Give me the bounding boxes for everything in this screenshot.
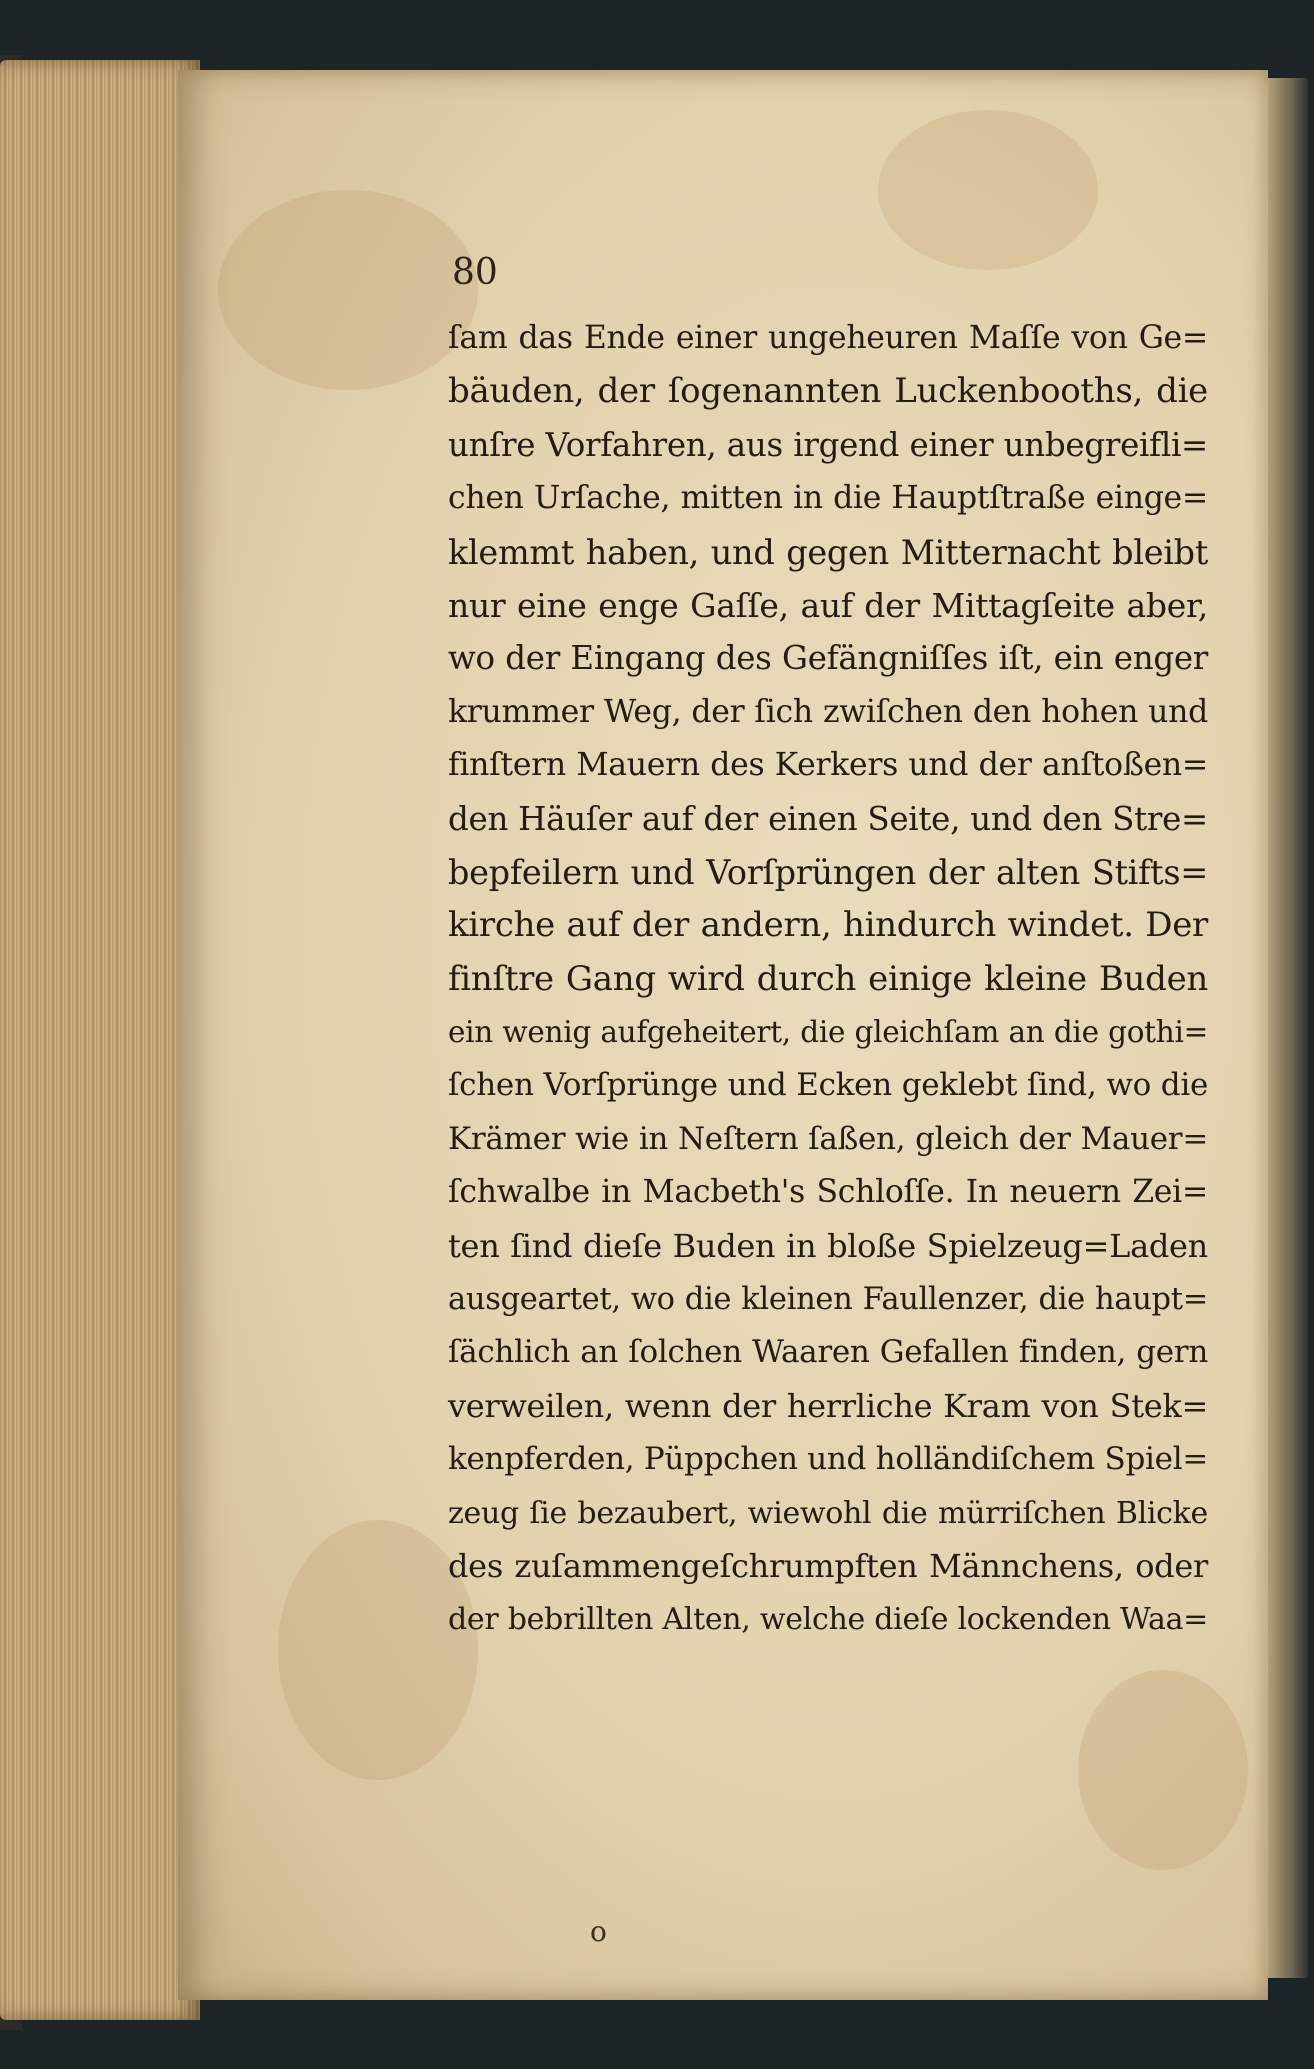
text-line: bepfeilern und Vorſprüngen der alten Stifts=: [448, 852, 1208, 892]
text-line: ein wenig aufgeheitert, die gleichſam an die gothi=: [448, 1015, 1208, 1050]
body-text: [448, 312, 1208, 1647]
text-line: der bebrillten Alten, welche dieſe lockenden Waa=: [448, 1602, 1208, 1638]
text-line: des zuſammengeſchrumpften Männchens, oder: [448, 1546, 1208, 1585]
page-number: 80: [452, 252, 498, 293]
paper-stain: [218, 190, 478, 390]
text-line: finſtern Mauern des Kerkers und der anſtoßen=: [448, 747, 1208, 784]
facing-page-edge: [1268, 78, 1308, 1978]
text-line: chen Urſache, mitten in die Hauptſtraße einge=: [448, 480, 1208, 517]
text-line: kenpferden, Püppchen und holländiſchem Spiel=: [448, 1441, 1208, 1478]
text-line: kirche auf der andern, hindurch windet. Der: [448, 905, 1208, 946]
text-line: krummer Weg, der ſich zwiſchen den hohen und: [448, 693, 1208, 730]
text-line: ſächlich an ſolchen Waaren Gefallen finden, gern: [448, 1334, 1208, 1371]
text-line: ausgeartet, wo die kleinen Faullenzer, die haupt=: [448, 1282, 1208, 1318]
text-line: ſchen Vorſprünge und Ecken geklebt ſind, wo die: [448, 1067, 1208, 1104]
footer-mark: o: [590, 1915, 607, 1948]
paper-stain: [878, 110, 1098, 270]
text-line: wo der Eingang des Gefängniſſes iſt, ein enger: [448, 639, 1208, 678]
text-line: unſre Vorfahren, aus irgend einer unbegreifli=: [448, 425, 1208, 464]
text-line: klemmt haben, und gegen Mitternacht bleibt: [448, 532, 1208, 572]
paper-stain: [1078, 1670, 1248, 1870]
book-page-edges: [0, 60, 200, 2020]
text-line: Krämer wie in Neſtern ſaßen, gleich der Mauer=: [448, 1120, 1208, 1157]
text-line: nur eine enge Gaſſe, auf der Mittagſeite aber,: [448, 585, 1208, 625]
text-line: ten ſind dieſe Buden in bloße Spielzeug=Laden: [448, 1226, 1208, 1265]
text-line: bäuden, der ſogenannten Luckenbooths, die: [448, 371, 1208, 412]
text-line: finſtre Gang wird durch einige kleine Buden: [448, 958, 1208, 999]
text-line: den Häuſer auf der einen Seite, und den Stre=: [448, 799, 1208, 838]
text-line: verweilen, wenn der herrliche Kram von Stek=: [448, 1386, 1208, 1425]
text-line: zeug ſie bezaubert, wiewohl die mürriſchen Blicke: [448, 1495, 1208, 1531]
text-line: ſam das Ende einer ungeheuren Maſſe von Ge=: [448, 320, 1208, 356]
text-line: ſchwalbe in Macbeth's Schloſſe. In neuern Zei=: [448, 1174, 1208, 1211]
